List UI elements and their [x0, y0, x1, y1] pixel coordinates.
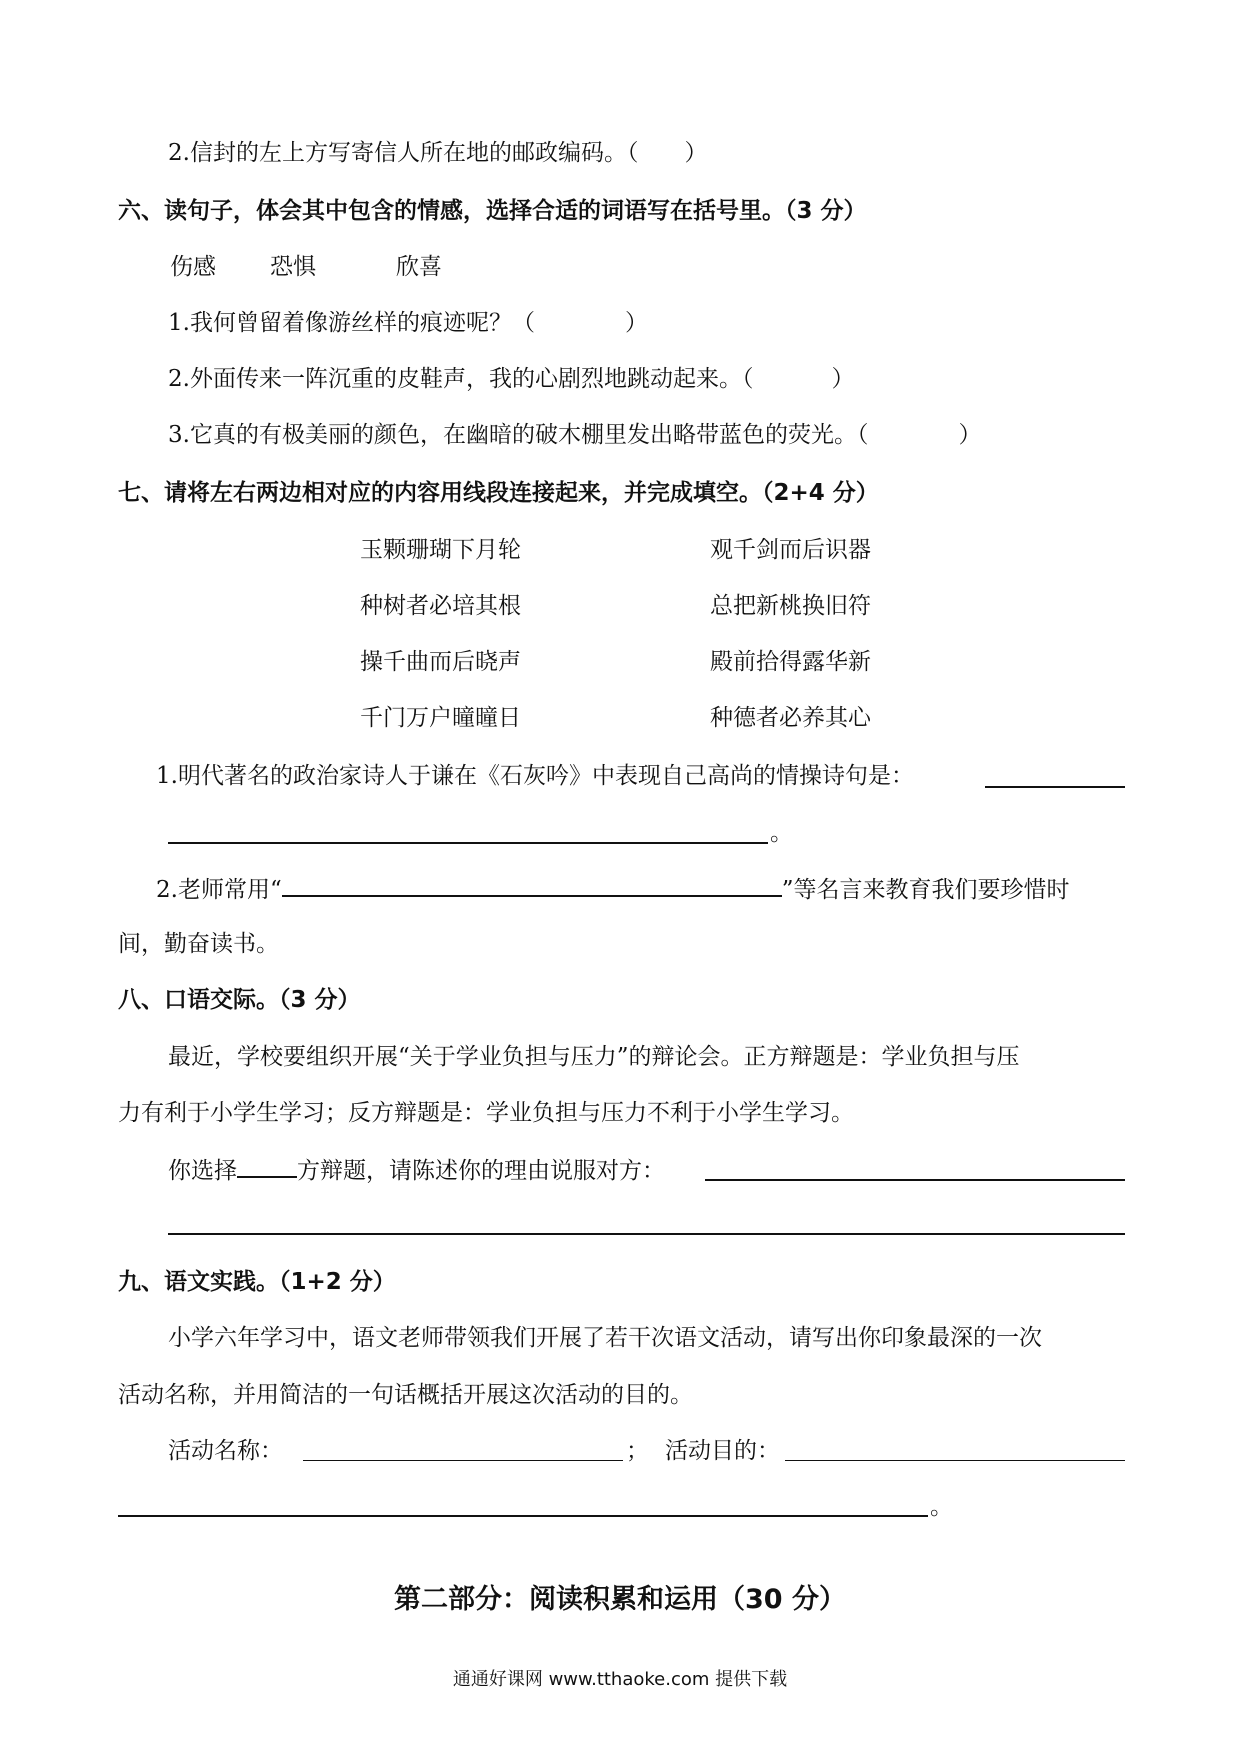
sec7-q1-blank-b[interactable]	[168, 842, 768, 844]
sec7-q2	[156, 873, 1069, 905]
sec6-item-2-close: ）	[831, 366, 855, 392]
sec9-end: 。	[930, 1494, 953, 1520]
sec8-choose	[168, 1154, 665, 1186]
sec6-item-3-close: ）	[958, 422, 982, 448]
sec9-name-label: 活动名称：	[168, 1438, 283, 1464]
sec6-item-2-text: 2.外面传来一阵沉重的皮鞋声，我的心剧烈地跳动起来。（	[168, 366, 754, 392]
sec7-q1: 1.明代著名的政治家诗人于谦在《石灰吟》中表现自己高尚的情操诗句是：	[156, 763, 914, 789]
sec7-q2-cont: 间，勤奋读书。	[118, 931, 279, 957]
sec8-choose-label-b: 方辩题，请陈述你的理由说服对方：	[297, 1158, 665, 1184]
footer-download-note: 通通好课网 www.tthaoke.com 提供下载	[452, 1669, 788, 1690]
sec6-item-3-text: 3.它真的有极美丽的颜色，在幽暗的破木棚里发出略带蓝色的荧光。（	[168, 422, 869, 448]
sec9-name-blank[interactable]	[303, 1460, 623, 1461]
sec8-heading: 八、口语交际。（3 分）	[118, 987, 361, 1013]
sec6-item-2	[168, 364, 854, 394]
sec6-item-3	[168, 420, 981, 450]
sec6-word-2: 恐惧	[270, 254, 316, 280]
match-right-3[interactable]: 殿前拾得露华新	[710, 649, 871, 675]
sec9-para-1: 小学六年学习中，语文老师带领我们开展了若干次语文活动，请写出你印象最深的一次	[168, 1325, 1042, 1351]
sec8-reason-blank-a[interactable]	[705, 1179, 1125, 1181]
sec7-q1-blank-a[interactable]	[985, 786, 1125, 788]
sec6-word-1: 伤感	[170, 254, 216, 280]
match-left-3[interactable]: 操千曲而后晓声	[360, 649, 521, 675]
sec6-item-1-close: ）	[624, 310, 648, 336]
sec9-heading: 九、语文实践。（1+2 分）	[118, 1269, 396, 1295]
sec8-para-2: 力有利于小学生学习；反方辩题是：学业负担与压力不利于小学生学习。	[118, 1100, 854, 1126]
sec7-heading: 七、请将左右两边相对应的内容用线段连接起来，并完成填空。（2+4 分）	[118, 480, 879, 506]
match-left-4[interactable]: 千门万户曈曈日	[360, 705, 521, 731]
sec6-item-1	[168, 308, 648, 338]
sec9-para-2: 活动名称，并用简洁的一句话概括开展这次活动的目的。	[118, 1382, 693, 1408]
match-right-4[interactable]: 种德者必养其心	[710, 705, 871, 731]
sec6-item-1-text: 1.我何曾留着像游丝样的痕迹呢？（	[168, 310, 535, 336]
sec6-heading: 六、读句子，体会其中包含的情感，选择合适的词语写在括号里。（3 分）	[118, 198, 867, 224]
sec7-q2-start: 2.老师常用“	[156, 877, 282, 903]
sec9-sep: ；	[626, 1438, 649, 1464]
part2-title: 第二部分：阅读积累和运用（30 分）	[394, 1584, 846, 1615]
match-right-1[interactable]: 观千剑而后识器	[710, 537, 871, 563]
sec9-goal-label: 活动目的：	[665, 1438, 780, 1464]
sec9-goal-blank-a[interactable]	[785, 1460, 1125, 1461]
match-left-1[interactable]: 玉颗珊瑚下月轮	[360, 537, 521, 563]
sec7-q2-blank[interactable]	[282, 873, 782, 897]
sec8-choose-label-a: 你选择	[168, 1158, 237, 1184]
match-left-2[interactable]: 种树者必培其根	[360, 593, 521, 619]
sec8-side-blank[interactable]	[237, 1154, 297, 1178]
sec6-word-3: 欣喜	[396, 254, 442, 280]
match-right-2[interactable]: 总把新桃换旧符	[710, 593, 871, 619]
sec7-q1-end: 。	[770, 820, 793, 846]
sec9-goal-blank-b[interactable]	[118, 1515, 928, 1517]
sec5-item-2: 2.信封的左上方写寄信人所在地的邮政编码。（ ）	[168, 140, 708, 166]
sec7-q2-end: ”等名言来教育我们要珍惜时	[781, 877, 1070, 903]
sec8-para-1: 最近，学校要组织开展“关于学业负担与压力”的辩论会。正方辩题是：学业负担与压	[168, 1044, 1020, 1070]
sec8-reason-blank-b[interactable]	[168, 1233, 1125, 1235]
